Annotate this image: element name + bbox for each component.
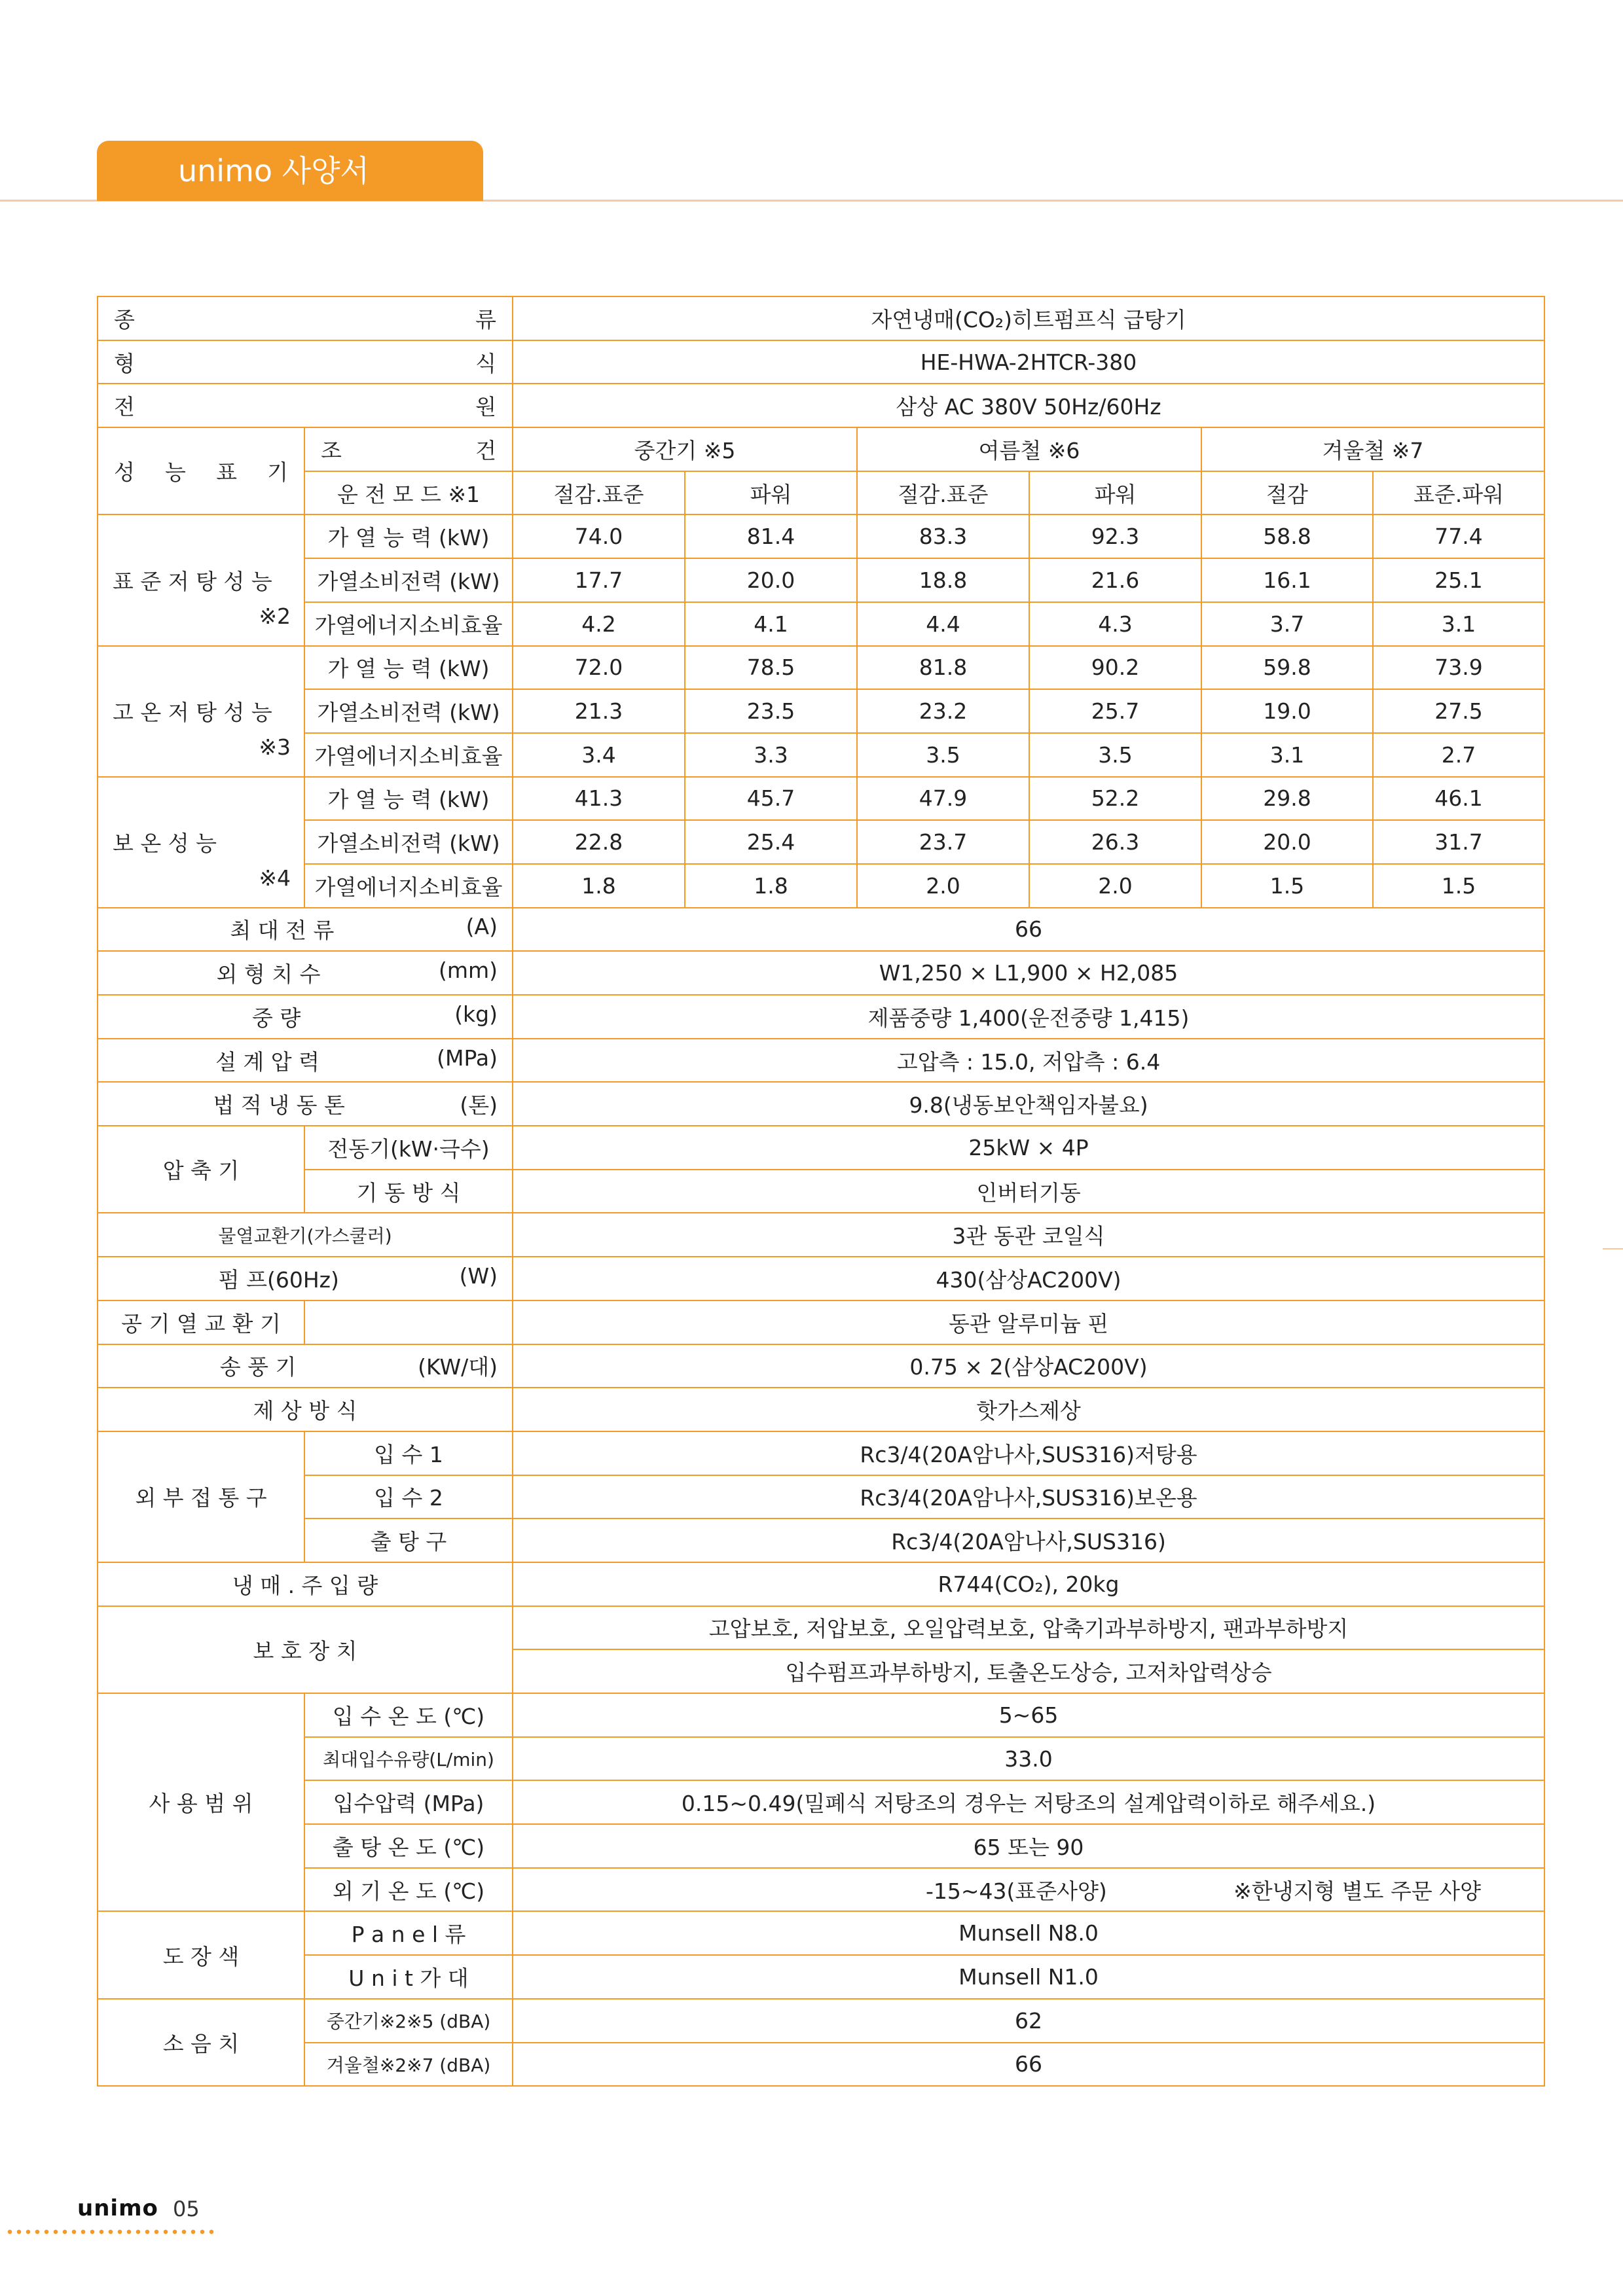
range-value: 33.0 (513, 1737, 1544, 1781)
value-cell: 4.2 (513, 602, 685, 646)
side-margin-mark (1603, 1248, 1623, 1249)
perf-row-label: 가열소비전력 (kW) (304, 558, 513, 602)
label-weight: 중 량 (251, 1005, 301, 1031)
value-cell: 1.5 (1373, 864, 1544, 908)
row-connection (98, 1431, 1544, 1475)
label-water-hx: 물열교환기(가스쿨러) (98, 1213, 513, 1257)
label-start: 기 동 방 식 (304, 1170, 513, 1213)
value-cell: 2.7 (1373, 733, 1544, 777)
value-protection-2: 입수펌프과부하방지, 토출온도상승, 고저차압력상승 (513, 1649, 1544, 1693)
value-defrost: 핫가스제상 (513, 1388, 1544, 1431)
connection-value: Rc3/4(20A암나사,SUS316)저탕용 (513, 1431, 1544, 1475)
value-cell: 19.0 (1201, 689, 1373, 733)
unit-pump: (W) (459, 1263, 498, 1289)
paint-value: Munsell N8.0 (513, 1911, 1544, 1955)
value-cell: 1.8 (685, 864, 857, 908)
row-range (98, 1868, 1544, 1912)
label-refrigerant: 냉 매 . 주 입 량 (98, 1562, 513, 1606)
row-compressor-start (98, 1170, 1544, 1213)
value-cell: 2.0 (857, 864, 1029, 908)
perf-row-label: 가열에너지소비효율 (304, 602, 513, 646)
value-cell: 59.8 (1201, 646, 1373, 690)
value-cell: 47.9 (857, 777, 1029, 821)
row-weight (98, 995, 1544, 1039)
perf-row-label: 가열소비전력 (kW) (304, 689, 513, 733)
row-range (98, 1824, 1544, 1868)
value-max-current: 66 (513, 908, 1544, 952)
value-cell: 52.2 (1029, 777, 1201, 821)
season-mid: 중간기 ※5 (513, 427, 857, 471)
label-fan: 송 풍 기 (219, 1354, 297, 1380)
row-refrigerant (98, 1562, 1544, 1606)
value-cell: 58.8 (1201, 514, 1373, 558)
value-cell: 23.7 (857, 820, 1029, 864)
value-cell: 1.5 (1201, 864, 1373, 908)
value-cell: 21.6 (1029, 558, 1201, 602)
perf-row (98, 646, 1544, 690)
unit-legal-ton: (톤) (460, 1092, 498, 1119)
page-title-tab (97, 141, 483, 201)
perf-row-label: 가열소비전력 (kW) (304, 820, 513, 864)
range-label: 입 수 온 도 (℃) (304, 1693, 513, 1737)
connection-label: 입 수 2 (304, 1475, 513, 1519)
footer-logo: unimo (77, 2195, 158, 2221)
label-legal-ton: 법 적 냉 동 톤 (213, 1092, 345, 1119)
value-cell: 81.8 (857, 646, 1029, 690)
range-value: -15~43(표준사양) (926, 1878, 1107, 1904)
row-type (98, 296, 1544, 340)
unit-weight: (kg) (454, 1001, 498, 1027)
value-pump: 430(삼상AC200V) (513, 1257, 1544, 1300)
value-cell: 2.0 (1029, 864, 1201, 908)
label-model: 형 식 (114, 350, 496, 376)
value-cell: 72.0 (513, 646, 685, 690)
mode-cell: 절감.표준 (857, 471, 1029, 515)
value-cell: 77.4 (1373, 514, 1544, 558)
row-fan (98, 1344, 1544, 1388)
mode-cell: 절감.표준 (513, 471, 685, 515)
value-cell: 22.8 (513, 820, 685, 864)
mode-cell: 파워 (685, 471, 857, 515)
perf-row (98, 602, 1544, 646)
value-cell: 27.5 (1373, 689, 1544, 733)
value-cell: 23.5 (685, 689, 857, 733)
value-cell: 92.3 (1029, 514, 1201, 558)
value-weight: 제품중량 1,400(운전중량 1,415) (513, 995, 1544, 1039)
label-noise: 소 음 치 (98, 1999, 304, 2086)
value-cell: 3.7 (1201, 602, 1373, 646)
perf-row (98, 777, 1544, 821)
label-power: 전 원 (114, 394, 496, 420)
value-model: HE-HWA-2HTCR-380 (513, 340, 1544, 384)
row-range (98, 1693, 1544, 1737)
perf-row (98, 864, 1544, 908)
perf-row (98, 733, 1544, 777)
value-cell: 3.1 (1201, 733, 1373, 777)
noise-value: 62 (513, 1999, 1544, 2043)
value-cell: 78.5 (685, 646, 857, 690)
perf-row (98, 820, 1544, 864)
connection-value: Rc3/4(20A암나사,SUS316) (513, 1518, 1544, 1562)
value-cell: 3.1 (1373, 602, 1544, 646)
value-cell: 20.0 (685, 558, 857, 602)
paint-label: U n i t 가 대 (304, 1955, 513, 1999)
value-cell: 3.5 (857, 733, 1029, 777)
row-legal-ton (98, 1082, 1544, 1126)
value-cell: 90.2 (1029, 646, 1201, 690)
perf-row-label: 가 열 능 력 (kW) (304, 777, 513, 821)
unit-design-pressure: (MPa) (437, 1045, 498, 1071)
value-cell: 31.7 (1373, 820, 1544, 864)
value-cell: 4.3 (1029, 602, 1201, 646)
value-fan: 0.75 × 2(삼상AC200V) (513, 1344, 1544, 1388)
row-connection (98, 1475, 1544, 1519)
row-paint (98, 1955, 1544, 1999)
row-air-hx (98, 1300, 1544, 1344)
page-title: unimo 사양서 (178, 153, 369, 188)
perf-row-label: 가열에너지소비효율 (304, 864, 513, 908)
row-paint (98, 1911, 1544, 1955)
range-value: 65 또는 90 (513, 1824, 1544, 1868)
label-mode: 운 전 모 드 ※1 (304, 471, 513, 515)
label-pump: 펌 프(60Hz) (218, 1266, 339, 1293)
value-cell: 18.8 (857, 558, 1029, 602)
value-cell: 16.1 (1201, 558, 1373, 602)
noise-label: 겨울철※2※7 (dBA) (304, 2043, 513, 2087)
value-cell: 1.8 (513, 864, 685, 908)
value-cell: 81.4 (685, 514, 857, 558)
value-cell: 41.3 (513, 777, 685, 821)
footer-dots (5, 2229, 213, 2234)
range-label: 출 탕 온 도 (℃) (304, 1824, 513, 1868)
value-cell: 73.9 (1373, 646, 1544, 690)
value-cell: 25.7 (1029, 689, 1201, 733)
value-cell: 3.3 (685, 733, 857, 777)
noise-label: 중간기※2※5 (dBA) (304, 1999, 513, 2043)
value-cell: 25.4 (685, 820, 857, 864)
row-protection (98, 1606, 1544, 1650)
row-perf-cond (98, 427, 1544, 471)
range-label: 외 기 온 도 (℃) (304, 1868, 513, 1912)
paint-value: Munsell N1.0 (513, 1955, 1544, 1999)
value-cell: 26.3 (1029, 820, 1201, 864)
value-cell: 4.4 (857, 602, 1029, 646)
mode-cell: 파워 (1029, 471, 1201, 515)
label-perf: 성 능 표 기 (98, 427, 304, 514)
noise-value: 66 (513, 2043, 1544, 2087)
row-connection (98, 1518, 1544, 1562)
value-design-pressure: 고압측 : 15.0, 저압측 : 6.4 (513, 1039, 1544, 1083)
value-cell: 25.1 (1373, 558, 1544, 602)
row-perf-mode (98, 471, 1544, 515)
range-value: 0.15~0.49(밀폐식 저탕조의 경우는 저탕조의 설계압력이하로 해주세요.) (513, 1780, 1544, 1824)
unit-max-current: (A) (465, 914, 498, 940)
perf-row-label: 가 열 능 력 (kW) (304, 514, 513, 558)
value-cell: 4.1 (685, 602, 857, 646)
range-label: 최대입수유량(L/min) (304, 1737, 513, 1781)
label-air-hx: 공 기 열 교 환 기 (98, 1300, 304, 1344)
unit-fan: (KW/대) (418, 1354, 498, 1380)
season-winter: 겨울철 ※7 (1201, 427, 1544, 471)
perf-group-label: 보 온 성 능 ※4 (98, 777, 304, 908)
value-water-hx: 3관 동관 코일식 (513, 1213, 1544, 1257)
perf-row (98, 514, 1544, 558)
label-motor: 전동기(kW·극수) (304, 1126, 513, 1170)
value-cell: 3.5 (1029, 733, 1201, 777)
label-protection: 보 호 장 치 (98, 1606, 513, 1693)
perf-group-label: 고 온 저 탕 성 능 ※3 (98, 646, 304, 777)
value-type: 자연냉매(CO₂)히트펌프식 급탕기 (513, 296, 1544, 340)
value-dimensions: W1,250 × L1,900 × H2,085 (513, 951, 1544, 995)
row-range (98, 1780, 1544, 1824)
row-design-pressure (98, 1039, 1544, 1083)
row-pump (98, 1257, 1544, 1300)
perf-row (98, 558, 1544, 602)
value-cell: 45.7 (685, 777, 857, 821)
label-design-pressure: 설 계 압 력 (215, 1049, 320, 1075)
connection-label: 입 수 1 (304, 1431, 513, 1475)
value-cell: 46.1 (1373, 777, 1544, 821)
row-range (98, 1737, 1544, 1781)
value-cell: 17.7 (513, 558, 685, 602)
value-refrigerant: R744(CO₂), 20kg (513, 1562, 1544, 1606)
value-cell: 74.0 (513, 514, 685, 558)
row-power (98, 384, 1544, 427)
row-max-current (98, 908, 1544, 952)
row-dimensions (98, 951, 1544, 995)
label-connections: 외 부 접 통 구 (98, 1431, 304, 1562)
connection-label: 출 탕 구 (304, 1518, 513, 1562)
range-value: 5~65 (513, 1693, 1544, 1737)
row-water-hx (98, 1213, 1544, 1257)
paint-label: P a n e l 류 (304, 1911, 513, 1955)
value-start: 인버터기동 (513, 1170, 1544, 1213)
range-label: 입수압력 (MPa) (304, 1780, 513, 1824)
label-dimensions: 외 형 치 수 (216, 961, 321, 988)
row-compressor-motor (98, 1126, 1544, 1170)
value-motor: 25kW × 4P (513, 1126, 1544, 1170)
connection-value: Rc3/4(20A암나사,SUS316)보온용 (513, 1475, 1544, 1519)
value-cell: 21.3 (513, 689, 685, 733)
label-paint: 도 장 색 (98, 1911, 304, 1998)
row-defrost (98, 1388, 1544, 1431)
perf-row-label: 가열에너지소비효율 (304, 733, 513, 777)
perf-group-label: 표 준 저 탕 성 능 ※2 (98, 514, 304, 645)
value-cell: 83.3 (857, 514, 1029, 558)
perf-row-label: 가 열 능 력 (kW) (304, 646, 513, 690)
page-number: 05 (173, 2197, 200, 2221)
unit-dimensions: (mm) (438, 958, 498, 984)
value-power: 삼상 AC 380V 50Hz/60Hz (513, 384, 1544, 427)
range-extra-note: ※한냉지형 별도 주문 사양 (1233, 1878, 1482, 1904)
value-cell: 3.4 (513, 733, 685, 777)
value-air-hx: 동관 알루미늄 핀 (513, 1300, 1544, 1344)
row-noise (98, 1999, 1544, 2043)
label-cond: 조 건 (321, 437, 496, 463)
label-defrost: 제 상 방 식 (98, 1388, 513, 1431)
value-cell: 23.2 (857, 689, 1029, 733)
perf-row (98, 689, 1544, 733)
row-noise (98, 2043, 1544, 2087)
spec-table (97, 296, 1545, 2087)
value-legal-ton: 9.8(냉동보안책임자불요) (513, 1082, 1544, 1126)
mode-cell: 절감 (1201, 471, 1373, 515)
label-compressor: 압 축 기 (98, 1126, 304, 1213)
mode-cell: 표준.파워 (1373, 471, 1544, 515)
label-max-current: 최 대 전 류 (230, 918, 335, 944)
value-cell: 20.0 (1201, 820, 1373, 864)
value-cell: 29.8 (1201, 777, 1373, 821)
value-protection-1: 고압보호, 저압보호, 오일압력보호, 압축기과부하방지, 팬과부하방지 (513, 1606, 1544, 1650)
season-summer: 여름철 ※6 (857, 427, 1201, 471)
label-range: 사 용 범 위 (98, 1693, 304, 1911)
row-model (98, 340, 1544, 384)
label-type: 종 류 (114, 306, 496, 332)
